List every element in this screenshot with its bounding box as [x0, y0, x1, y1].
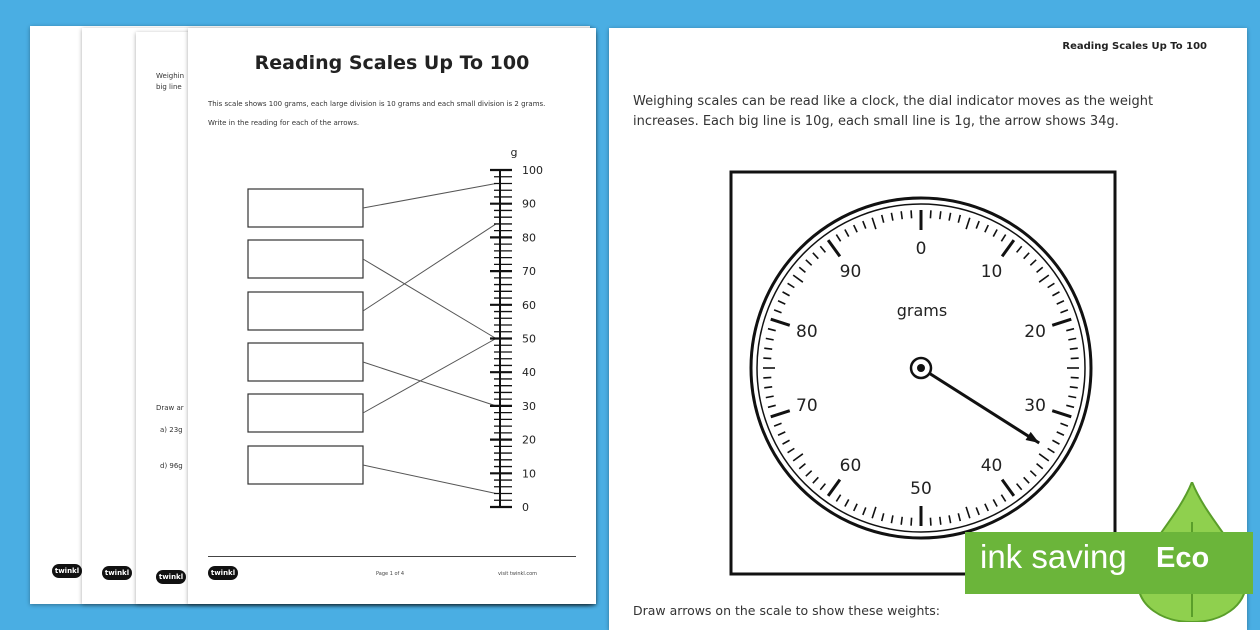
dial-number: 80: [796, 321, 818, 342]
dial-minor-tick: [764, 387, 772, 388]
ruler-tick-label: 60: [522, 298, 536, 312]
dial-page-paragraph: Weighing scales can be read like a clock, the dial indicator moves as the weight increases. Each big line is 10g, each small line is 1g, the arrow shows 34g.: [633, 94, 1154, 129]
worksheet-title: Reading Scales Up To 100: [254, 52, 530, 74]
connector-line: [363, 259, 496, 339]
dial-number: 50: [910, 479, 932, 499]
back-page-item: a) 23g: [160, 426, 183, 434]
ruler-tick-label: 30: [522, 399, 536, 413]
back-page-item: d) 96g: [160, 462, 183, 470]
twinkl-logo: twinkl: [208, 566, 238, 580]
answer-box: [248, 240, 363, 278]
eco-label: Eco: [1156, 542, 1210, 574]
ruler-tick-label: 80: [522, 231, 536, 245]
footer-website: visit twinkl.com: [498, 571, 538, 577]
ink-saving-label: ink saving: [980, 538, 1127, 575]
dial-number: 70: [796, 396, 818, 417]
connector-lines: [363, 183, 496, 493]
ruler-tick-label: 70: [522, 265, 536, 279]
ruler-tick-label: 50: [522, 332, 536, 346]
ruler-labels: [522, 164, 543, 514]
answer-box: [248, 343, 363, 381]
dial-number: 40: [980, 456, 1003, 477]
dial-number: 10: [980, 261, 1003, 282]
dial-minor-tick: [1071, 377, 1079, 378]
dial-minor-tick: [911, 518, 912, 526]
answer-box: [248, 292, 363, 330]
dial-minor-tick: [901, 517, 902, 525]
ruler-tick-label: 40: [522, 366, 536, 380]
dial-unit-label: grams: [896, 301, 948, 320]
ruler-tick-label: 100: [522, 164, 543, 177]
answer-box: [248, 446, 363, 484]
dial-minor-tick: [763, 377, 771, 378]
dial-pivot-center: [917, 364, 925, 372]
connector-line: [363, 183, 496, 208]
vertical-scale-diagram: [188, 28, 596, 604]
connector-line: [363, 224, 496, 311]
back-page-snippet: big line: [156, 83, 182, 91]
worksheet-intro: This scale shows 100 grams, each large division is 10 grams and each small division is 2 grams.: [208, 100, 546, 108]
dial-minor-tick: [930, 210, 931, 218]
dial-minor-tick: [940, 211, 941, 219]
footer-divider: [208, 556, 576, 557]
dial-minor-tick: [1071, 358, 1079, 359]
dial-minor-tick: [911, 210, 912, 218]
dial-minor-tick: [764, 348, 772, 349]
ruler-tick-label: 0: [522, 501, 529, 514]
ruler-ticks: [490, 170, 512, 507]
page-number: Page 1 of 4: [376, 571, 405, 577]
ruler-tick-label: 10: [522, 467, 536, 481]
twinkl-logo: twinkl: [52, 564, 82, 578]
back-page-snippet: Draw ar: [156, 404, 184, 412]
connector-line: [363, 339, 496, 414]
back-page-snippet: Weighin: [156, 72, 185, 80]
dial-minor-tick: [1070, 387, 1078, 388]
ruler-tick-label: 20: [522, 433, 536, 447]
twinkl-logo: twinkl: [156, 570, 186, 584]
ruler-tick-label: 90: [522, 197, 536, 211]
dial-minor-tick: [763, 358, 771, 359]
dial-number: 20: [1024, 321, 1046, 342]
dial-number: 30: [1024, 396, 1046, 417]
worksheet-instruction: Write in the reading for each of the arrows.: [208, 119, 360, 127]
answer-box: [248, 394, 363, 432]
dial-page-header: Reading Scales Up To 100: [1062, 41, 1207, 52]
scale-unit-label: g: [510, 146, 518, 159]
dial-number: 90: [839, 261, 862, 282]
dial-number: 60: [839, 456, 862, 477]
dial-minor-tick: [940, 517, 941, 525]
worksheet-page: [188, 28, 596, 604]
draw-prompt: Draw arrows on the scale to show these weights:: [633, 603, 940, 618]
connector-line: [363, 362, 496, 406]
dial-minor-tick: [930, 518, 931, 526]
dial-minor-tick: [901, 211, 902, 219]
answer-box: [248, 189, 363, 227]
answer-boxes: [248, 189, 363, 484]
connector-line: [363, 465, 496, 494]
dial-minor-tick: [1070, 348, 1078, 349]
twinkl-logo: twinkl: [102, 566, 132, 580]
dial-number: 0: [915, 239, 927, 259]
